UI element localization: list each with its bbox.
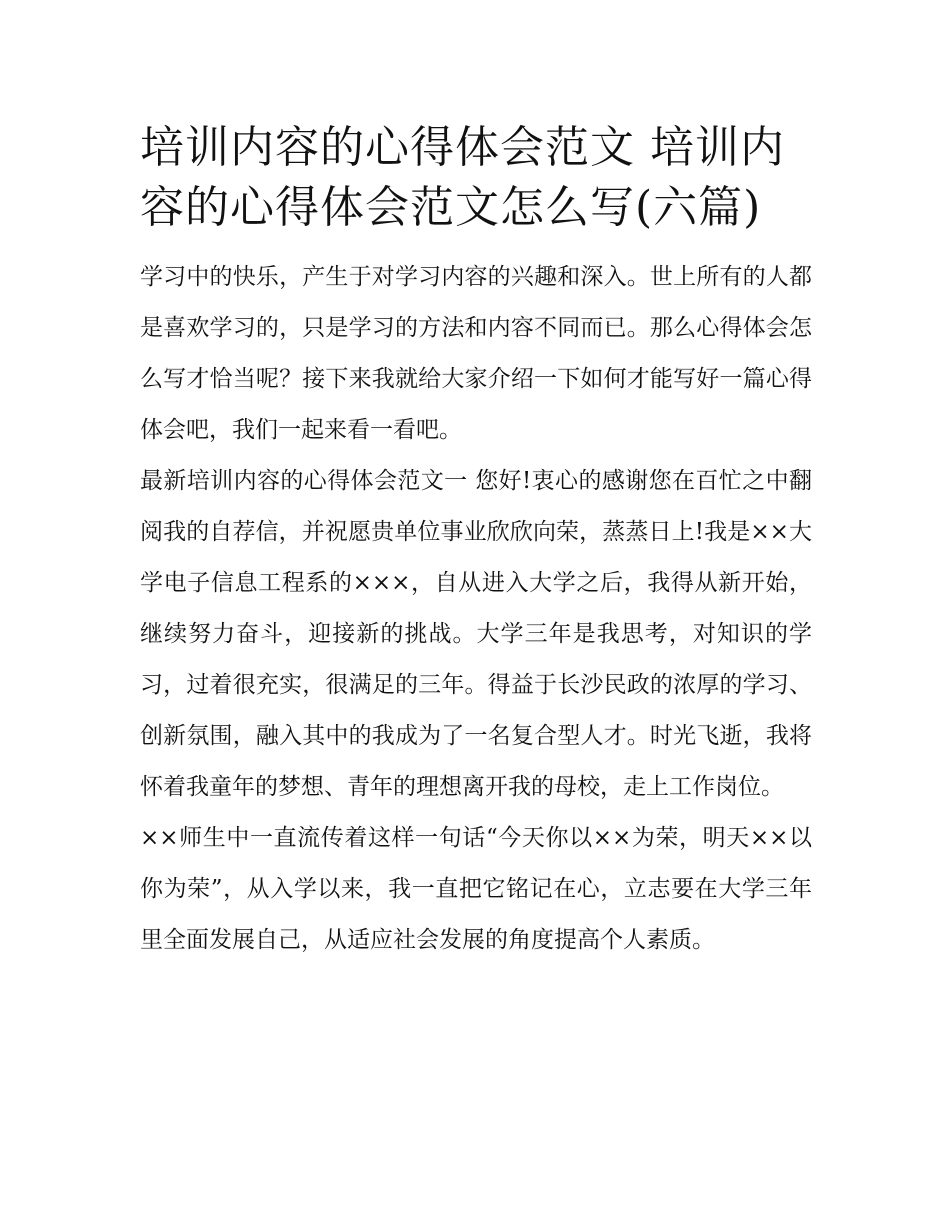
- paragraph-motto: ××师生中一直流传着这样一句话“今天你以××为荣，明天××以你为荣”，从入学以来，我一直把它铭记在心，立志要在大学三年里全面发展自己，从适应社会发展的角度提高个人素质。: [140, 825, 812, 953]
- document-page: [140, 118, 812, 966]
- document-title: 培训内容的心得体会范文 培训内容的心得体会范文怎么写(六篇): [140, 122, 785, 233]
- paragraph-intro: 学习中的快乐，产生于对学习内容的兴趣和深入。世上所有的人都是喜欢学习的，只是学习的方法和内容不同而已。那么心得体会怎么写才恰当呢？接下来我就给大家介绍一下如何才能写好一篇心得体会吧，我们一起来看一看吧。: [140, 264, 812, 443]
- paragraph-sample-one: 最新培训内容的心得体会范文一 您好!衷心的感谢您在百忙之中翻阅我的自荐信，并祝愿贵单位事业欣欣向荣，蒸蒸日上!我是××大学电子信息工程系的×××，自从进入大学之后，我得从新开始，继续努力奋斗，迎接新的挑战。大学三年是我思考，对知识的学习，过着很充实，很满足的三年。得益于长沙民政的浓厚的学习、创新氛围，融入其中的我成为了一名复合型人才。时光飞逝，我将怀着我童年的梦想、青年的理想离开我的母校，走上工作岗位。: [140, 468, 812, 800]
